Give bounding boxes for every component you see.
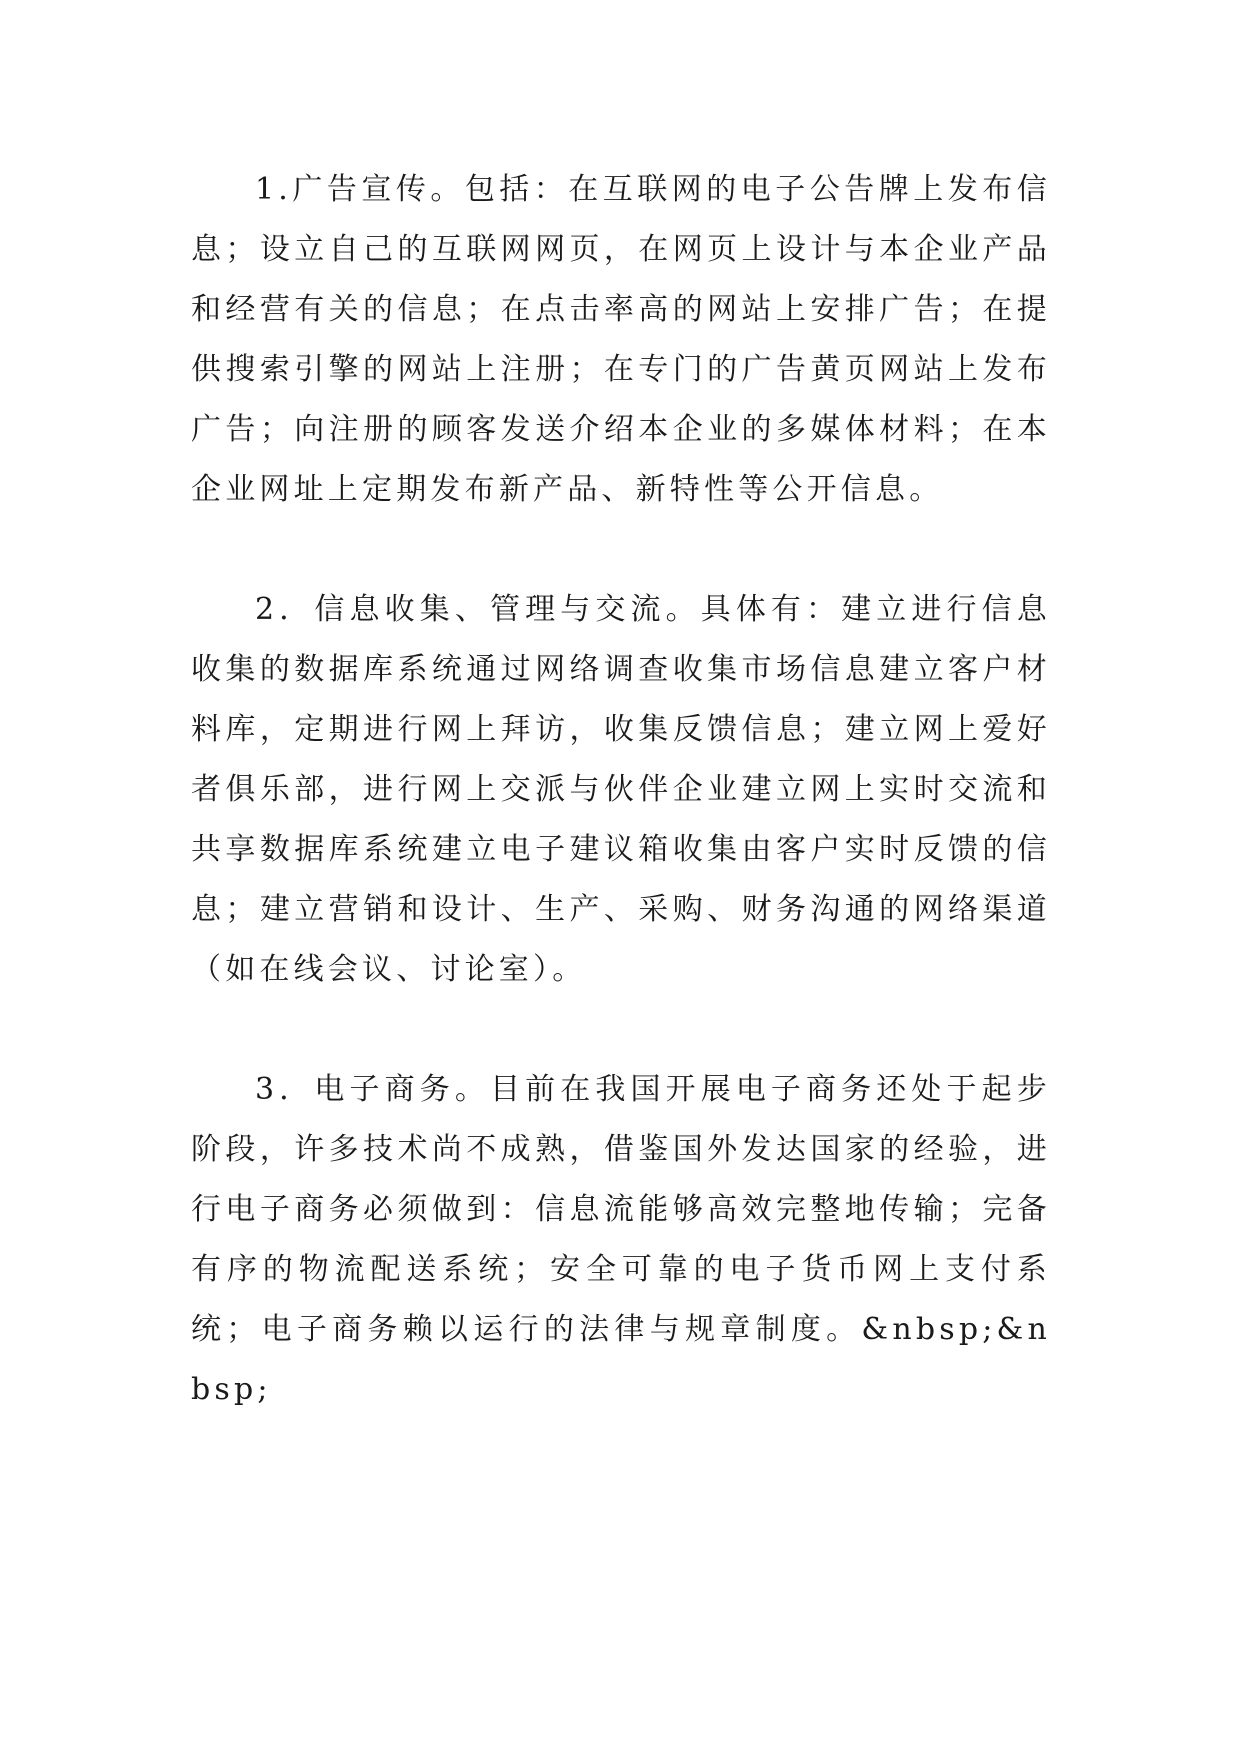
paragraph-information-management: 2．信息收集、管理与交流。具体有：建立进行信息收集的数据库系统通过网络调查收集市场信息建立客户材料库，定期进行网上拜访，收集反馈信息；建立网上爱好者俱乐部，进行网上交派与伙伴企业建立网上实时交流和共享数据库系统建立电子建议箱收集由客户实时反馈的信息；建立营销和设计、生产、采购、财务沟通的网络渠道（如在线会议、讨论室）。 [191, 592, 1051, 987]
paragraph-e-commerce: 3．电子商务。目前在我国开展电子商务还处于起步阶段，许多技术尚不成熟，借鉴国外发达国家的经验，进行电子商务必须做到：信息流能够高效完整地传输；完备有序的物流配送系统；安全可靠的电子货币网上支付系统；电子商务赖以运行的法律与规章制度。&nbsp;&nbsp; [191, 1072, 1051, 1407]
document-body [191, 160, 1051, 1420]
paragraph-advertising: 1.广告宣传。包括：在互联网的电子公告牌上发布信息；设立自己的互联网网页，在网页上设计与本企业产品和经营有关的信息；在点击率高的网站上安排广告；在提供搜索引擎的网站上注册；在专门的广告黄页网站上发布广告；向注册的顾客发送介绍本企业的多媒体材料；在本企业网址上定期发布新产品、新特性等公开信息。 [191, 172, 1051, 507]
